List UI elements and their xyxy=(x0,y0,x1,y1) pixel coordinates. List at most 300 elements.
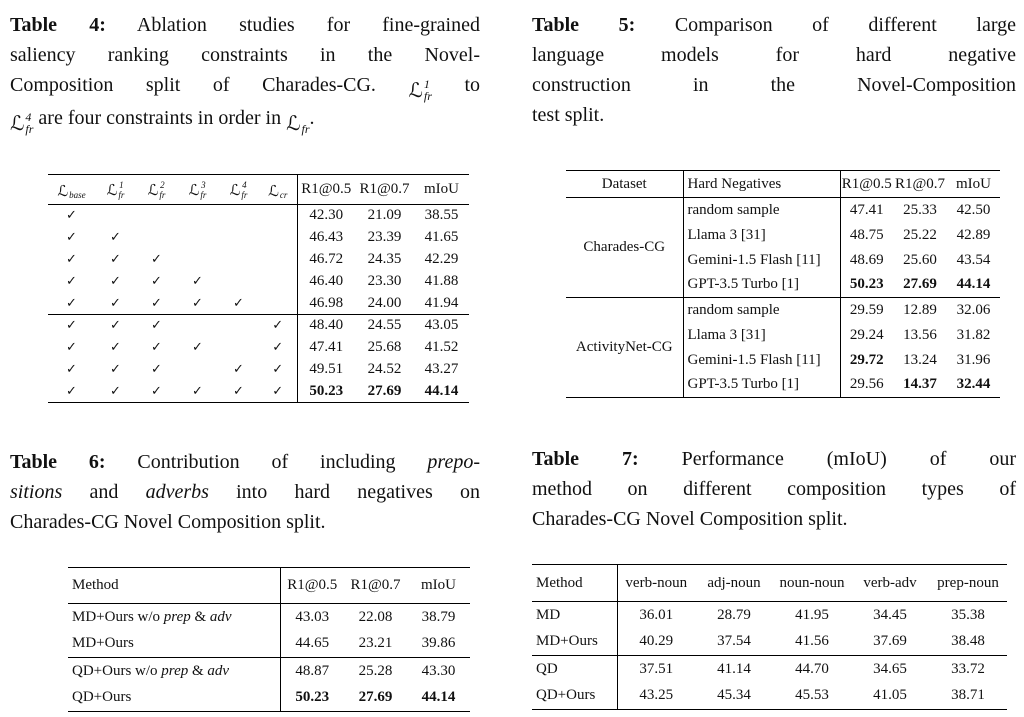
check-icon: ✓ xyxy=(192,339,203,355)
check-icon: ✓ xyxy=(110,318,121,334)
value-cell: random sample xyxy=(683,298,840,323)
method-cell xyxy=(68,657,280,684)
value-cell: 22.08 xyxy=(358,608,393,625)
loss-symbol xyxy=(107,181,125,200)
check-icon: ✓ xyxy=(66,339,77,355)
check-icon: ✓ xyxy=(66,361,77,377)
check-icon: ✓ xyxy=(151,295,162,311)
value-cell: 25.22 xyxy=(903,226,937,243)
value-cell: 43.27 xyxy=(424,360,459,377)
script-indices: cr xyxy=(279,189,288,200)
check-icon: ✓ xyxy=(151,318,162,334)
header-cell: Hard Negatives xyxy=(683,171,840,198)
check-cell xyxy=(177,270,218,292)
empty-cell xyxy=(136,226,177,248)
empty-cell xyxy=(177,226,218,248)
header-cell: mIoU xyxy=(414,174,469,204)
value-cell: 50.23 xyxy=(840,273,893,298)
table7-container xyxy=(532,564,1016,710)
loss-symbol xyxy=(230,181,248,200)
table4-container xyxy=(48,174,480,403)
value-cell: 38.48 xyxy=(951,633,985,650)
header-cell: verb-adv xyxy=(851,565,929,602)
text-segment: adv xyxy=(209,608,232,625)
value-cell: 50.23 xyxy=(297,380,355,402)
check-icon: ✓ xyxy=(110,361,121,377)
empty-cell xyxy=(259,270,297,292)
header-cell xyxy=(95,174,136,204)
value-cell: 37.69 xyxy=(873,633,907,650)
check-cell xyxy=(48,226,95,248)
table4-caption xyxy=(10,10,480,136)
text-segment: and xyxy=(62,480,146,503)
text-segment: adv xyxy=(207,662,230,679)
value-cell: 33.72 xyxy=(929,656,1007,683)
table-header-row xyxy=(532,565,1007,602)
value-cell: 48.69 xyxy=(840,248,893,273)
check-cell xyxy=(48,248,95,270)
value-cell: Llama 3 [31] xyxy=(683,323,840,348)
table5-container xyxy=(566,170,1016,398)
table5-caption xyxy=(532,10,1016,130)
text-segment: adverbs xyxy=(145,480,209,503)
value-cell: 49.51 xyxy=(297,358,355,380)
value-cell: 44.14 xyxy=(421,689,456,706)
loss-symbol xyxy=(10,111,33,136)
check-icon: ✓ xyxy=(110,383,121,399)
dataset-cell: ActivityNet-CG xyxy=(566,298,683,398)
dataset-cell: Charades-CG xyxy=(583,239,666,255)
table-row xyxy=(532,683,1007,710)
text-segment: into hard negatives on xyxy=(208,480,480,503)
caption-line xyxy=(532,10,1016,40)
text-segment: Composition split of Charades-CG. xyxy=(10,74,409,96)
empty-cell xyxy=(177,248,218,270)
check-cell xyxy=(48,358,95,380)
check-cell xyxy=(136,292,177,314)
method-cell xyxy=(68,603,280,630)
value-cell: 31.82 xyxy=(956,326,991,343)
loss-symbol xyxy=(57,182,85,200)
value-cell: GPT-3.5 Turbo [1] xyxy=(683,373,840,398)
value-cell: GPT-3.5 Turbo [1] xyxy=(683,273,840,298)
check-icon: ✓ xyxy=(110,339,121,355)
script-L-glyph: ℒ xyxy=(147,181,159,200)
check-cell xyxy=(136,380,177,402)
script-L-glyph: ℒ xyxy=(188,181,200,200)
check-icon: ✓ xyxy=(272,361,284,377)
empty-cell xyxy=(218,226,259,248)
text-segment: Performance (mIoU) of our xyxy=(638,448,1016,470)
value-cell: 24.55 xyxy=(355,314,414,336)
text-segment: are four constraints in order in xyxy=(33,106,287,129)
empty-cell xyxy=(177,204,218,226)
value-cell: 39.86 xyxy=(421,635,456,652)
check-cell xyxy=(95,248,136,270)
header-cell: R1@0.5 xyxy=(280,567,344,603)
header-cell: Dataset xyxy=(566,171,683,198)
table4 xyxy=(48,174,469,403)
caption-line xyxy=(532,444,1016,474)
check-icon: ✓ xyxy=(151,361,162,377)
value-cell: 43.03 xyxy=(280,603,344,630)
value-cell: 47.41 xyxy=(840,198,893,223)
check-cell xyxy=(48,292,95,314)
loss-symbol xyxy=(268,182,287,200)
check-icon: ✓ xyxy=(66,383,77,399)
value-cell: 13.24 xyxy=(903,351,937,368)
value-cell: 45.34 xyxy=(717,687,751,704)
check-icon: ✓ xyxy=(110,295,121,311)
caption-line xyxy=(532,70,1016,100)
check-cell xyxy=(95,358,136,380)
check-icon: ✓ xyxy=(233,295,244,311)
left-column xyxy=(10,6,480,712)
right-column xyxy=(532,6,1016,710)
header-cell xyxy=(259,174,297,204)
value-cell: 46.72 xyxy=(297,248,355,270)
loss-symbol xyxy=(408,78,431,103)
check-cell xyxy=(218,380,259,402)
table-row xyxy=(68,657,470,684)
check-icon: ✓ xyxy=(110,251,121,267)
value-cell: 50.23 xyxy=(280,684,344,711)
empty-cell xyxy=(136,204,177,226)
value-cell: 37.51 xyxy=(617,656,695,683)
empty-cell xyxy=(259,248,297,270)
caption-line xyxy=(10,447,480,477)
table-row xyxy=(532,629,1007,656)
value-cell: 41.94 xyxy=(424,294,459,311)
value-cell: 42.29 xyxy=(424,250,459,267)
value-cell: 23.21 xyxy=(358,635,393,652)
header-cell: noun-noun xyxy=(773,565,851,602)
header-cell: R1@0.7 xyxy=(355,174,414,204)
caption-line xyxy=(532,40,1016,70)
text-segment: sitions xyxy=(10,480,63,503)
check-icon: ✓ xyxy=(151,251,162,267)
value-cell: 46.43 xyxy=(297,226,355,248)
value-cell: 21.09 xyxy=(367,207,402,224)
value-cell: 38.79 xyxy=(421,608,456,625)
value-cell: 29.72 xyxy=(840,348,893,373)
table5 xyxy=(566,170,1000,398)
check-icon: ✓ xyxy=(272,318,284,334)
check-icon: ✓ xyxy=(192,295,203,311)
script-L-glyph: ℒ xyxy=(229,181,241,200)
header-cell: Method xyxy=(532,565,617,602)
header-cell xyxy=(48,174,95,204)
check-cell xyxy=(48,270,95,292)
table6-container xyxy=(68,567,480,712)
check-cell xyxy=(136,270,177,292)
value-cell: 44.65 xyxy=(280,630,344,657)
value-cell: 35.38 xyxy=(951,606,985,623)
caption-line xyxy=(532,100,1016,130)
table-row xyxy=(68,684,470,711)
header-cell: prep-noun xyxy=(929,565,1007,602)
header-cell xyxy=(177,174,218,204)
value-cell: 36.01 xyxy=(617,602,695,629)
check-cell xyxy=(95,292,136,314)
value-cell: 41.14 xyxy=(695,656,773,683)
table-row xyxy=(48,358,469,380)
script-indices: base xyxy=(69,189,86,200)
check-cell xyxy=(48,380,95,402)
script-L-glyph: ℒ xyxy=(10,111,25,136)
value-cell: 38.71 xyxy=(951,687,985,704)
text-segment: test split. xyxy=(532,104,605,126)
caption-line xyxy=(10,40,480,70)
value-cell: 44.70 xyxy=(773,656,851,683)
text-segment: Comparison of different large xyxy=(635,14,1016,36)
caption-line xyxy=(10,70,480,103)
empty-cell xyxy=(259,204,297,226)
value-cell: 32.44 xyxy=(956,376,991,393)
text-segment: method on different composition types of xyxy=(532,478,1016,500)
table-row xyxy=(68,630,470,657)
check-icon: ✓ xyxy=(151,383,162,399)
text-segment: prepo- xyxy=(427,450,480,473)
script-L-glyph: ℒ xyxy=(57,181,69,200)
empty-cell xyxy=(218,270,259,292)
value-cell: Gemini-1.5 Flash [11] xyxy=(683,348,840,373)
check-icon: ✓ xyxy=(151,339,162,355)
table-row xyxy=(48,226,469,248)
table-row xyxy=(566,298,1000,323)
value-cell: 27.69 xyxy=(903,276,937,293)
value-cell: Llama 3 [31] xyxy=(683,223,840,248)
text-segment: to xyxy=(431,74,481,96)
check-cell xyxy=(95,336,136,358)
value-cell: 40.29 xyxy=(617,629,695,656)
value-cell: 41.88 xyxy=(424,272,459,289)
check-cell xyxy=(259,314,297,336)
caption-line xyxy=(532,504,1016,534)
value-cell: 28.79 xyxy=(717,606,751,623)
text-segment: construction in the Novel-Composition xyxy=(532,74,1016,96)
value-cell: 43.05 xyxy=(414,314,469,336)
check-icon: ✓ xyxy=(192,273,203,289)
table-header-row xyxy=(48,174,469,204)
table7-caption xyxy=(532,444,1016,534)
value-cell: QD+Ours xyxy=(72,689,132,706)
value-cell: 29.56 xyxy=(840,373,893,398)
script-indices: fr xyxy=(301,122,310,137)
value-cell: 42.50 xyxy=(956,201,991,218)
check-cell xyxy=(177,292,218,314)
check-icon: ✓ xyxy=(151,273,162,289)
text-segment: saliency ranking constraints in the Novel- xyxy=(10,44,480,66)
empty-cell xyxy=(218,248,259,270)
script-L-glyph: ℒ xyxy=(286,111,301,136)
value-cell: 23.39 xyxy=(367,228,402,245)
loss-symbol xyxy=(148,181,166,200)
value-cell: 34.45 xyxy=(873,606,907,623)
text-segment: language models for hard negative xyxy=(532,44,1016,66)
script-indices: 4 fr xyxy=(25,109,34,137)
header-cell: mIoU xyxy=(947,171,1000,198)
text-segment: prep xyxy=(161,662,189,679)
value-cell: QD xyxy=(532,656,617,683)
value-cell: 34.65 xyxy=(851,656,929,683)
value-cell: 43.25 xyxy=(617,683,695,710)
check-cell xyxy=(177,336,218,358)
header-cell: mIoU xyxy=(407,567,470,603)
value-cell: 42.30 xyxy=(297,204,355,226)
value-cell: 27.69 xyxy=(367,382,402,399)
header-cell: adj-noun xyxy=(695,565,773,602)
check-cell xyxy=(136,314,177,336)
caption-label: Table 7: xyxy=(532,448,639,470)
loss-symbol xyxy=(286,111,309,136)
value-cell: 24.52 xyxy=(367,360,402,377)
check-icon: ✓ xyxy=(66,295,77,311)
empty-cell xyxy=(259,292,297,314)
check-cell xyxy=(218,292,259,314)
script-L-glyph: ℒ xyxy=(408,78,423,103)
script-indices: 3 fr xyxy=(200,180,207,200)
check-icon: ✓ xyxy=(66,208,77,224)
table-row xyxy=(48,204,469,226)
empty-cell xyxy=(218,314,259,336)
value-cell: 25.60 xyxy=(903,251,937,268)
value-cell: 12.89 xyxy=(893,298,947,323)
value-cell: 48.87 xyxy=(280,657,344,684)
value-cell: 41.05 xyxy=(873,687,907,704)
caption-line xyxy=(10,477,480,507)
table-row xyxy=(48,336,469,358)
header-cell: R1@0.5 xyxy=(840,171,893,198)
caption-label: Table 5: xyxy=(532,14,636,36)
text-segment: Charades-CG Novel Composition split. xyxy=(532,508,848,530)
value-cell: 13.56 xyxy=(903,326,937,343)
check-cell xyxy=(259,358,297,380)
empty-cell xyxy=(218,336,259,358)
value-cell: 23.30 xyxy=(367,272,402,289)
check-cell xyxy=(259,336,297,358)
table-row xyxy=(48,380,469,402)
script-L-glyph: ℒ xyxy=(106,181,118,200)
check-cell xyxy=(95,314,136,336)
check-icon: ✓ xyxy=(110,229,121,245)
value-cell: 25.68 xyxy=(367,338,402,355)
value-cell: MD+Ours xyxy=(536,633,598,650)
value-cell: MD xyxy=(536,606,561,623)
text-segment: QD+Ours w/o xyxy=(72,662,162,679)
text-segment: & xyxy=(188,662,208,679)
check-icon: ✓ xyxy=(272,339,284,355)
value-cell: 27.69 xyxy=(358,689,393,706)
check-cell xyxy=(48,204,95,226)
header-cell: R1@0.5 xyxy=(297,174,355,204)
value-cell: 41.95 xyxy=(795,606,829,623)
table-row xyxy=(48,292,469,314)
value-cell: 44.14 xyxy=(956,276,991,293)
caption-line xyxy=(10,103,480,136)
value-cell: 25.33 xyxy=(903,201,937,218)
value-cell: 43.30 xyxy=(407,657,470,684)
table-row xyxy=(48,270,469,292)
check-cell xyxy=(136,358,177,380)
check-cell xyxy=(48,336,95,358)
table6 xyxy=(68,567,470,712)
table6-caption xyxy=(10,447,480,537)
value-cell: Gemini-1.5 Flash [11] xyxy=(683,248,840,273)
header-cell: R1@0.7 xyxy=(893,171,947,198)
empty-cell xyxy=(95,204,136,226)
value-cell: 32.06 xyxy=(947,298,1000,323)
check-icon: ✓ xyxy=(272,383,284,399)
table-header-row xyxy=(68,567,470,603)
value-cell: 14.37 xyxy=(903,376,937,393)
value-cell: 41.52 xyxy=(424,338,459,355)
value-cell: 24.00 xyxy=(367,294,402,311)
value-cell: 29.59 xyxy=(840,298,893,323)
table7 xyxy=(532,564,1007,710)
value-cell: 45.53 xyxy=(795,687,829,704)
script-indices: 2 fr xyxy=(159,180,166,200)
check-icon: ✓ xyxy=(66,318,77,334)
check-cell xyxy=(95,380,136,402)
value-cell: 29.24 xyxy=(840,323,893,348)
caption-label: Table 6: xyxy=(10,450,106,473)
table-row xyxy=(68,603,470,630)
caption-line xyxy=(10,10,480,40)
check-cell xyxy=(177,380,218,402)
value-cell: 41.56 xyxy=(795,633,829,650)
script-indices: 4 fr xyxy=(241,180,248,200)
empty-cell xyxy=(218,204,259,226)
script-indices: 1 fr xyxy=(423,76,432,104)
empty-cell xyxy=(259,226,297,248)
header-cell xyxy=(136,174,177,204)
value-cell: 41.65 xyxy=(424,228,459,245)
caption-label: Table 4: xyxy=(10,14,106,36)
check-icon: ✓ xyxy=(66,229,77,245)
header-cell: R1@0.7 xyxy=(344,567,407,603)
value-cell: 25.28 xyxy=(344,657,407,684)
text-segment: . xyxy=(309,106,315,129)
header-cell: Method xyxy=(68,567,280,603)
text-segment: & xyxy=(190,608,210,625)
check-cell xyxy=(136,336,177,358)
loss-symbol xyxy=(189,181,207,200)
value-cell: 43.54 xyxy=(956,251,991,268)
value-cell: random sample xyxy=(683,198,840,223)
value-cell: 48.75 xyxy=(840,223,893,248)
table-row xyxy=(48,314,469,336)
value-cell: 48.40 xyxy=(297,314,355,336)
text-segment: MD+Ours w/o xyxy=(72,608,164,625)
table-row xyxy=(566,198,1000,223)
value-cell: QD+Ours xyxy=(536,687,596,704)
check-cell xyxy=(218,358,259,380)
table-row xyxy=(532,602,1007,629)
text-segment: Charades-CG Novel Composition split. xyxy=(10,510,326,533)
value-cell: 44.14 xyxy=(424,382,459,399)
value-cell: 37.54 xyxy=(717,633,751,650)
value-cell: MD+Ours xyxy=(72,635,134,652)
value-cell: 42.89 xyxy=(956,226,991,243)
value-cell: 38.55 xyxy=(424,207,459,224)
check-icon: ✓ xyxy=(233,361,244,377)
text-segment: prep xyxy=(163,608,191,625)
value-cell: 47.41 xyxy=(297,336,355,358)
check-cell xyxy=(95,226,136,248)
check-cell xyxy=(259,380,297,402)
script-indices: 1 fr xyxy=(118,180,125,200)
